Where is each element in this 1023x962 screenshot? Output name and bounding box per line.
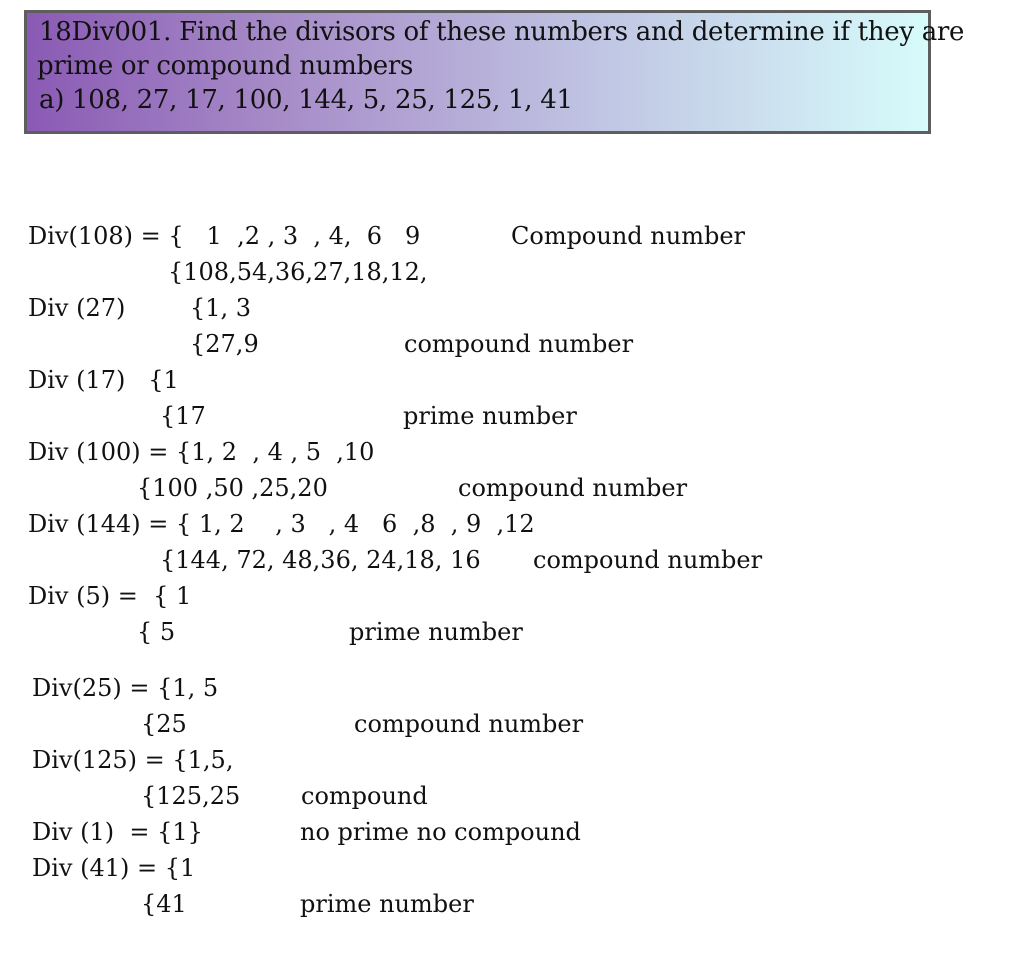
div-5-large-divisors: { 5 bbox=[137, 618, 176, 646]
div-41-small-divisors: Div (41) = {1 bbox=[32, 854, 196, 882]
problem-title-line: 18Div001. Find the divisors of these numbers and determine if they are bbox=[39, 17, 965, 47]
div-1-divisors: Div (1) = {1} bbox=[32, 818, 203, 846]
div-100-small-divisors: Div (100) = {1, 2 , 4 , 5 ,10 bbox=[28, 438, 375, 466]
problem-numbers-line: a) 108, 27, 17, 100, 144, 5, 25, 125, 1, 41 bbox=[39, 85, 573, 115]
problem-statement-box bbox=[24, 10, 965, 134]
div-125-large-divisors: {125,25 bbox=[141, 782, 241, 810]
div-144-small-divisors: Div (144) = { 1, 2 , 3 , 4 6 ,8 , 9 ,12 bbox=[28, 510, 535, 538]
div-25-small-divisors: Div(25) = {1, 5 bbox=[32, 674, 219, 702]
div-41-classification: prime number bbox=[300, 890, 474, 918]
div-108-classification: Compound number bbox=[511, 222, 745, 250]
div-100-classification: compound number bbox=[458, 474, 688, 502]
div-144-classification: compound number bbox=[533, 546, 763, 574]
div-41-large-divisors: {41 bbox=[141, 890, 187, 918]
div-125-classification: compound bbox=[301, 782, 428, 810]
problem-subtitle-line: prime or compound numbers bbox=[37, 51, 414, 81]
div-17-small-divisors: Div (17) {1 bbox=[28, 366, 179, 394]
div-108-large-divisors: {108,54,36,27,18,12, bbox=[168, 258, 428, 286]
div-27-large-divisors: {27,9 bbox=[190, 330, 259, 358]
div-125-small-divisors: Div(125) = {1,5, bbox=[32, 746, 234, 774]
div-17-large-divisors: {17 bbox=[160, 402, 206, 430]
div-27-small-divisors: {1, 3 bbox=[190, 294, 252, 322]
div-17-classification: prime number bbox=[403, 402, 577, 430]
div-1-classification: no prime no compound bbox=[300, 818, 581, 846]
div-100-large-divisors: {100 ,50 ,25,20 bbox=[137, 474, 328, 502]
div-5-classification: prime number bbox=[349, 618, 523, 646]
div-27-classification: compound number bbox=[404, 330, 634, 358]
div-25-classification: compound number bbox=[354, 710, 584, 738]
div-108-small-divisors: Div(108) = { 1 ,2 , 3 , 4, 6 9 bbox=[28, 222, 421, 250]
div-27-label: Div (27) bbox=[28, 294, 126, 322]
div-25-large-divisors: {25 bbox=[141, 710, 187, 738]
div-5-small-divisors: Div (5) = { 1 bbox=[28, 582, 192, 610]
div-144-large-divisors: {144, 72, 48,36, 24,18, 16 bbox=[160, 546, 481, 574]
